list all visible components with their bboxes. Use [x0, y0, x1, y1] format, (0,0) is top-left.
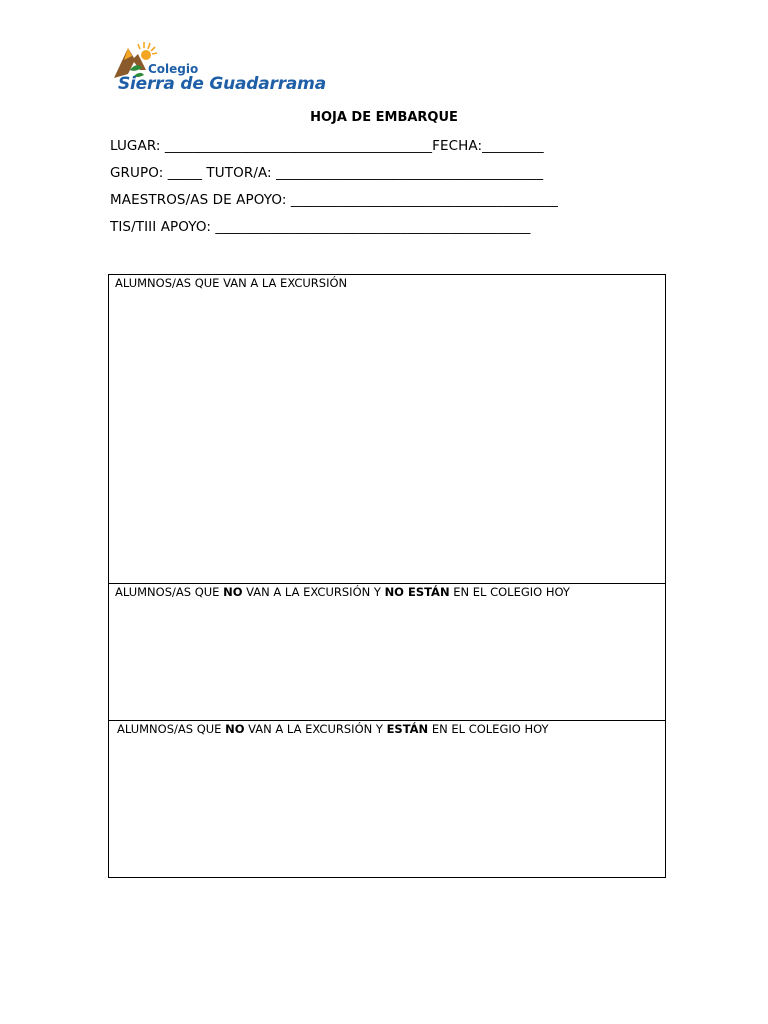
section-no-van-no-estan	[108, 583, 666, 721]
logo-text-colegio: Colegio	[148, 62, 199, 76]
section-label-no-van-estan: ALUMNOS/AS QUE NO VAN A LA EXCURSIÓN Y ESTÁN EN EL COLEGIO HOY	[117, 722, 549, 736]
field-maestros-apoyo: MAESTROS/AS DE APOYO: _______________________________________	[110, 192, 559, 208]
field-tis-apoyo: TIS/TIII APOYO: ______________________________________________	[110, 219, 531, 235]
section-label-van: ALUMNOS/AS QUE VAN A LA EXCURSIÓN	[115, 276, 348, 290]
section-van-excursion	[108, 274, 666, 584]
page-title: HOJA DE EMBARQUE	[310, 110, 458, 125]
section-label-no-van-no-estan: ALUMNOS/AS QUE NO VAN A LA EXCURSIÓN Y NO ESTÁN EN EL COLEGIO HOY	[115, 585, 570, 599]
field-grupo-tutor: GRUPO: _____ TUTOR/A: _______________________________________	[110, 165, 544, 181]
field-lugar-fecha: LUGAR: _______________________________________FECHA:_________	[110, 138, 544, 154]
section-no-van-estan	[108, 720, 666, 878]
school-logo	[110, 40, 326, 102]
logo-text-school-name: Sierra de Guadarrama	[118, 74, 326, 94]
